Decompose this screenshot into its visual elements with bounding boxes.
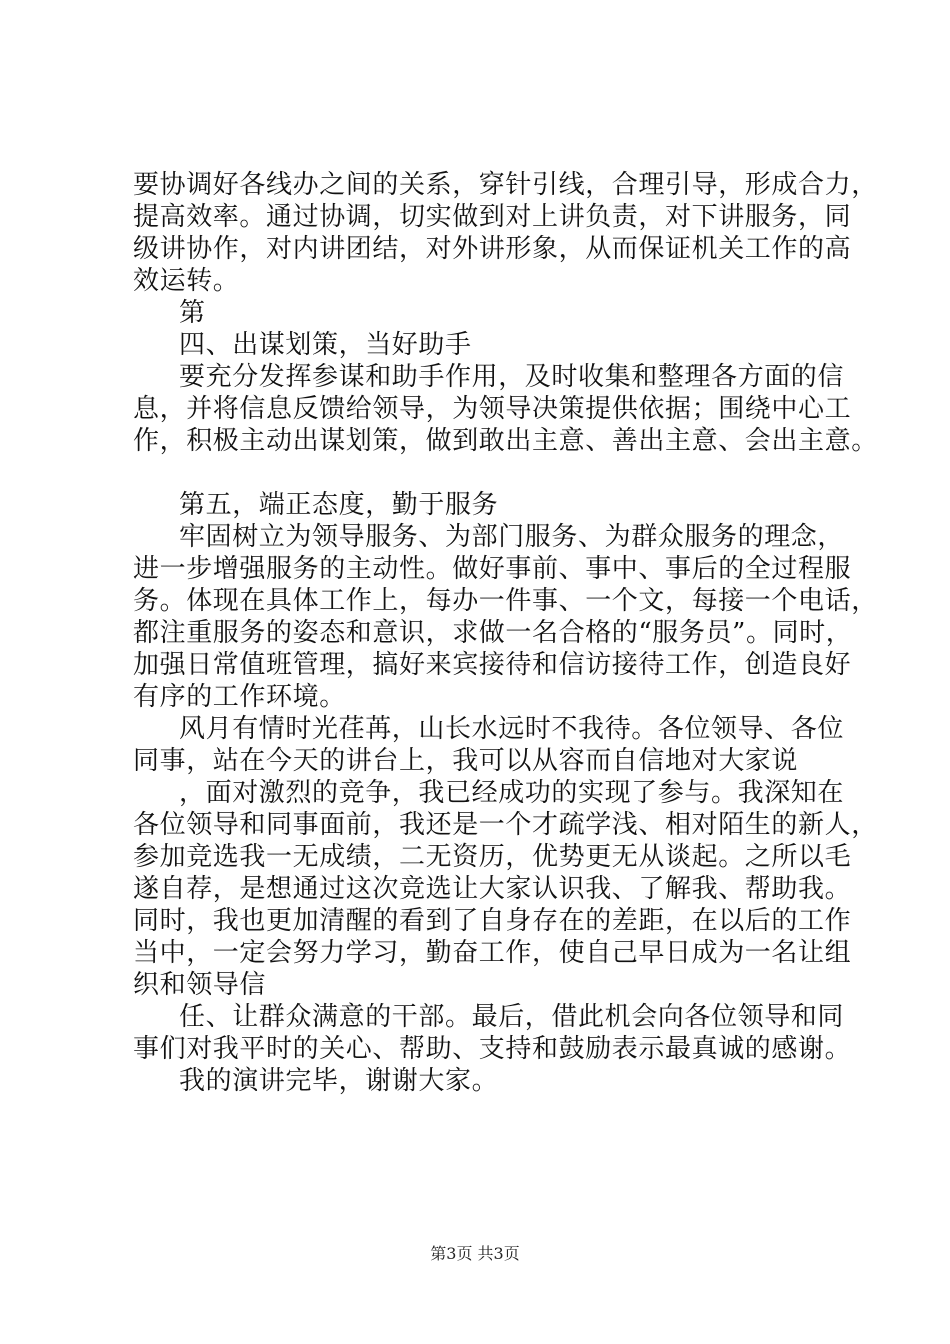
text-line: 参加竞选我一无成绩，二无资历，优势更无从谈起。之所以毛 bbox=[133, 842, 852, 872]
text-line: 务。体现在具体工作上，每办一件事、一个文，每接一个电话， bbox=[133, 586, 878, 616]
text-line: 效运转。 bbox=[133, 266, 240, 296]
text-line: 我的演讲完毕，谢谢大家。 bbox=[179, 1066, 499, 1096]
text-line: 第 bbox=[179, 298, 206, 328]
text-line: 当中，一定会努力学习，勤奋工作，使自己早日成为一名让组 bbox=[133, 938, 852, 968]
text-line: 牢固树立为领导服务、为部门服务、为群众服务的理念， bbox=[179, 522, 845, 552]
section-heading: 第五，端正态度，勤于服务 bbox=[179, 490, 499, 520]
paragraph-gap bbox=[133, 457, 833, 489]
text-line: 进一步增强服务的主动性。做好事前、事中、事后的全过程服 bbox=[133, 554, 852, 584]
text-line: 事们对我平时的关心、帮助、支持和鼓励表示最真诚的感谢。 bbox=[133, 1034, 852, 1064]
text-line: 作，积极主动出谋划策，做到敢出主意、善出主意、会出主意。 bbox=[133, 426, 878, 456]
text-line: 各位领导和同事面前，我还是一个才疏学浅、相对陌生的新人， bbox=[133, 810, 878, 840]
text-line: 提高效率。通过协调，切实做到对上讲负责，对下讲服务，同 bbox=[133, 202, 852, 232]
text-line: 任、让群众满意的干部。最后，借此机会向各位领导和同 bbox=[179, 1002, 845, 1032]
section-heading: 四、出谋划策，当好助手 bbox=[179, 330, 472, 360]
text-line: 风月有情时光荏苒，山长水远时不我待。各位领导、各位 bbox=[179, 714, 845, 744]
text-line: 有序的工作环境。 bbox=[133, 682, 346, 712]
text-line: 要协调好各线办之间的关系，穿针引线，合理引导，形成合力， bbox=[133, 170, 878, 200]
text-line: 息，并将信息反馈给领导，为领导决策提供依据；围绕中心工 bbox=[133, 394, 852, 424]
text-line: 级讲协作，对内讲团结，对外讲形象，从而保证机关工作的高 bbox=[133, 234, 852, 264]
text-line: 遂自荐，是想通过这次竞选让大家认识我、了解我、帮助我。 bbox=[133, 874, 852, 904]
document-body bbox=[133, 169, 878, 1097]
page-number-footer: 第3页 共3页 bbox=[430, 1244, 520, 1263]
text-line: 同时，我也更加清醒的看到了自身存在的差距，在以后的工作 bbox=[133, 906, 852, 936]
text-line: 要充分发挥参谋和助手作用，及时收集和整理各方面的信 bbox=[179, 362, 845, 392]
text-line: ，面对激烈的竞争，我已经成功的实现了参与。我深知在 bbox=[179, 778, 845, 808]
text-line: 织和领导信 bbox=[133, 970, 267, 1000]
text-line: 同事，站在今天的讲台上，我可以从容而自信地对大家说 bbox=[133, 746, 799, 776]
text-line: 都注重服务的姿态和意识，求做一名合格的“服务员”。同时， bbox=[133, 618, 853, 648]
text-line: 加强日常值班管理，搞好来宾接待和信访接待工作，创造良好 bbox=[133, 650, 852, 680]
